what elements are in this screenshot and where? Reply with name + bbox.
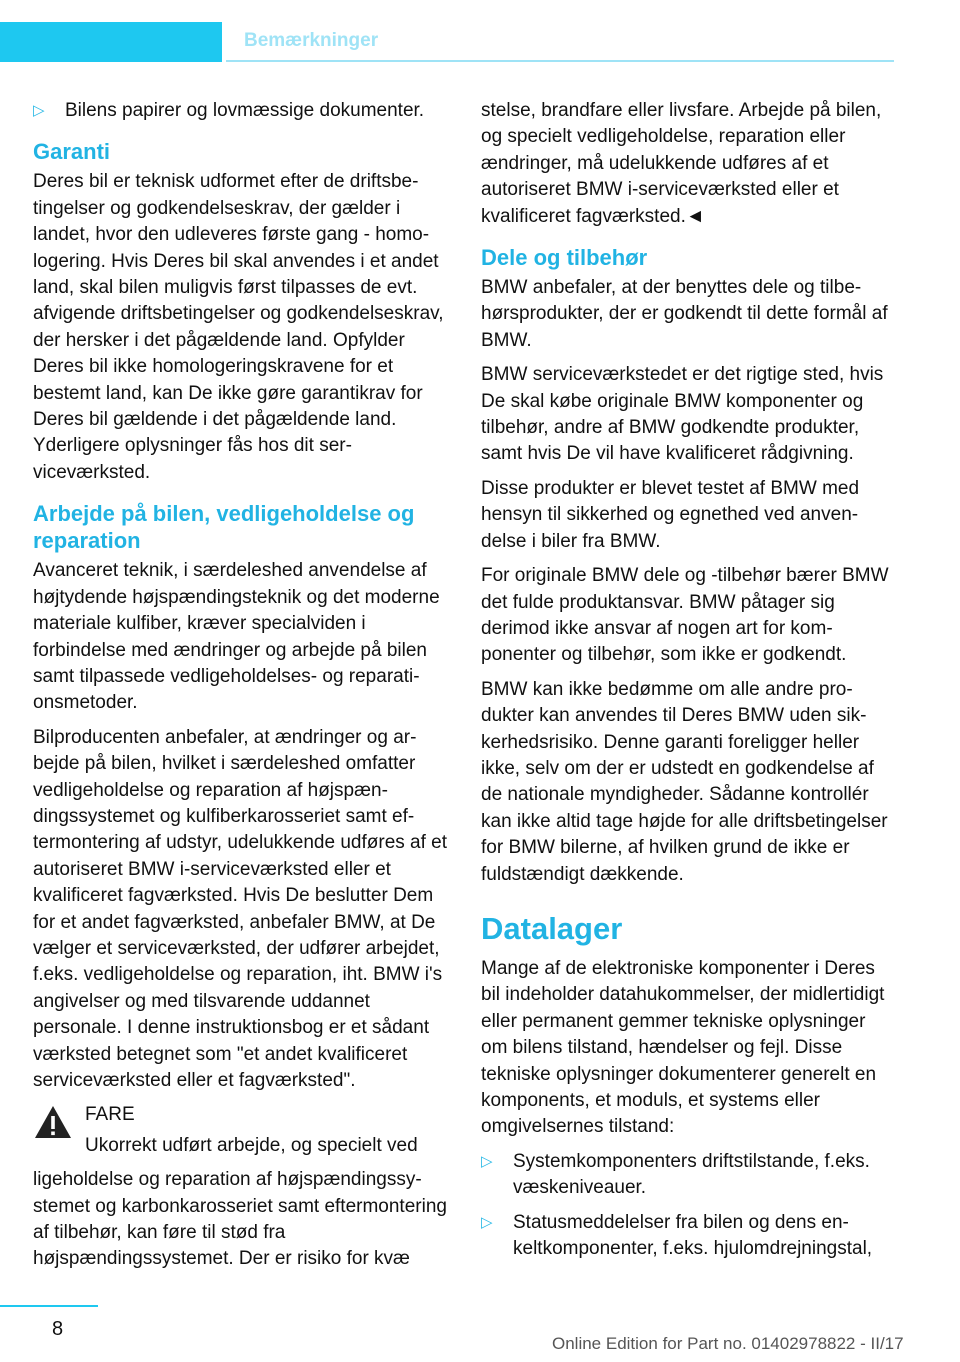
- edition-note: Online Edition for Part no. 01402978822 - II/17: [552, 1334, 904, 1353]
- triangle-right-icon: ▷: [481, 1152, 493, 1170]
- paragraph-dele-1: BMW anbefaler, at der benyttes dele og tilbehørsprodukter, der er godkendt til dette formål af BMW.: [481, 277, 888, 351]
- triangle-right-icon: ▷: [481, 1213, 493, 1231]
- paragraph-arbejde-2: Bilproducenten anbefaler, at ændringer og arbejde på bilen, hvilket i særdeleshed omfatter vedligeholdelse og reparation af højspændingssystemet og kulfiberkarosseriet samt eftermontering af udstyr, udelukkende udføres af et autoriseret BMW i-serviceværksted eller et kvalificeret fagværksted. Hvis De beslutter Dem for et andet fagværksted, anbefaler BMW, at De vælger et serviceværksted, der udfører arbejdet, f.eks. vedligeholdelse og reparation, iht. BMW i's angivelser og med tilsvarende uddannet personale. I denne instruktionsbog er et sådant værksted betegnet som "et andet kvalificeret serviceværksted eller et fagværksted".: [33, 726, 448, 1091]
- paragraph-dele-5: BMW kan ikke bedømme om alle andre produkter kan anvendes til Deres BMW uden sikkerhedsrisiko. Denne garanti foreligger heller ikke, selv om der er udstedt en godkendelse af de nationale myndigheder. Sådanne kontrollér kan ikke altid tage højde for alle driftsbetingelser for BMW bilerne, af hvilken grund de ikke er fuldstændigt dækkende.: [481, 678, 888, 885]
- warning-continuation: stelse, brandfare eller livsfare. Arbejde på bilen, og specielt vedligeholdelse, reparation eller ændringer, må udelukkende udføres af et autoriseret BMW i-serviceværksted eller et kvalificeret fagværksted.◄: [481, 100, 882, 227]
- list-item-text: Statusmeddelelser fra bilen og dens enkeltkomponenter, f.eks. hjulomdrejningstal,: [513, 1211, 873, 1260]
- right-column: [481, 98, 897, 1270]
- warning-box: [33, 1102, 451, 1272]
- warning-first-line: Ukorrekt udført arbejde, og specielt ved: [85, 1134, 418, 1156]
- header-accent-bar: [0, 22, 222, 62]
- list-item-text: Systemkomponenters driftstilstande, f.eks. væskeniveauer.: [513, 1150, 870, 1199]
- footer-rule: [0, 1305, 98, 1307]
- left-column: [33, 98, 451, 1281]
- heading-datalager: Datalager: [481, 910, 623, 946]
- paragraph-datalager: Mange af de elektroniske komponenter i Deres bil indeholder datahukommelser, der midlertidigt eller permanent gemmer tekniske oplysninger om bilens tilstand, hændelser og fejl. Disse tekniske oplysninger dokumenterer generelt en komponents, et moduls, et systems eller omgivelsernes tilstand:: [481, 957, 885, 1138]
- warning-text: ligeholdelse og reparation af højspændingssystemet og karbonkarosseriet samt eftermontering af tilbehør, kan føre til stød fra højspændingssystemet. Der er risiko for kvæ: [33, 1169, 447, 1270]
- warning-label: FARE: [85, 1104, 135, 1126]
- paragraph-arbejde-1: Avanceret teknik, i særdeleshed anvendelse af højtydende højspændingsteknik og det moderne materiale kulfiber, kræver specialviden i forbindelse med ændringer og arbejde på bilen samt tilpassede vedligeholdelses- og reparationsmetoder.: [33, 560, 440, 714]
- list-item: [481, 1149, 897, 1202]
- list-item: [481, 1210, 897, 1263]
- section-title: Bemærkninger: [244, 30, 379, 51]
- header-rule: [226, 60, 894, 62]
- paragraph-dele-3: Disse produkter er blevet testet af BMW med hensyn til sikkerhed og egnethed ved anvendelse i biler fra BMW.: [481, 477, 860, 552]
- triangle-right-icon: ▷: [33, 102, 45, 119]
- paragraph-garanti: Deres bil er teknisk udformet efter de driftsbetingelser og godkendelseskrav, der gælder i landet, hvor den udleveres første gang - homologering. Hvis Deres bil skal anvendes i et andet land, skal bilen muligvis først tilpasses de evt. afvigende driftsbetingelser og godkendelseskrav, der hersker i det pågældende land. Opfylder Deres bil ikke homologeringskravene for et bestemt land, kan De ikke gøre garantikrav for Deres bil gældende i det pågældende land. Yderligere oplysninger fås hos dit serviceværksted.: [33, 171, 444, 483]
- warning-header: [33, 1102, 451, 1159]
- heading-arbejde: Arbejde på bilen, vedligeholdelse og reparation: [33, 501, 415, 554]
- list-item: [33, 98, 451, 124]
- paragraph-dele-4: For originale BMW dele og -tilbehør bærer BMW det fulde produktansvar. BMW påtager sig derimod ikke ansvar af nogen art for komponenter og tilbehør, som ikke er godkendt.: [481, 565, 889, 666]
- heading-dele: Dele og tilbehør: [481, 245, 648, 271]
- list-item-text: Bilens papirer og lovmæssige dokumenter.: [65, 100, 425, 121]
- heading-garanti: Garanti: [33, 139, 111, 165]
- paragraph-dele-2: BMW serviceværkstedet er det rigtige sted, hvis De skal købe originale BMW komponenter og tilbehør, andre af BMW godkendte produkter, samt hvis De vil have kvalificeret rådgivning.: [481, 364, 884, 465]
- warning-triangle-icon: [33, 1104, 73, 1140]
- header-section: [226, 22, 894, 62]
- page-number: 8: [52, 1318, 64, 1340]
